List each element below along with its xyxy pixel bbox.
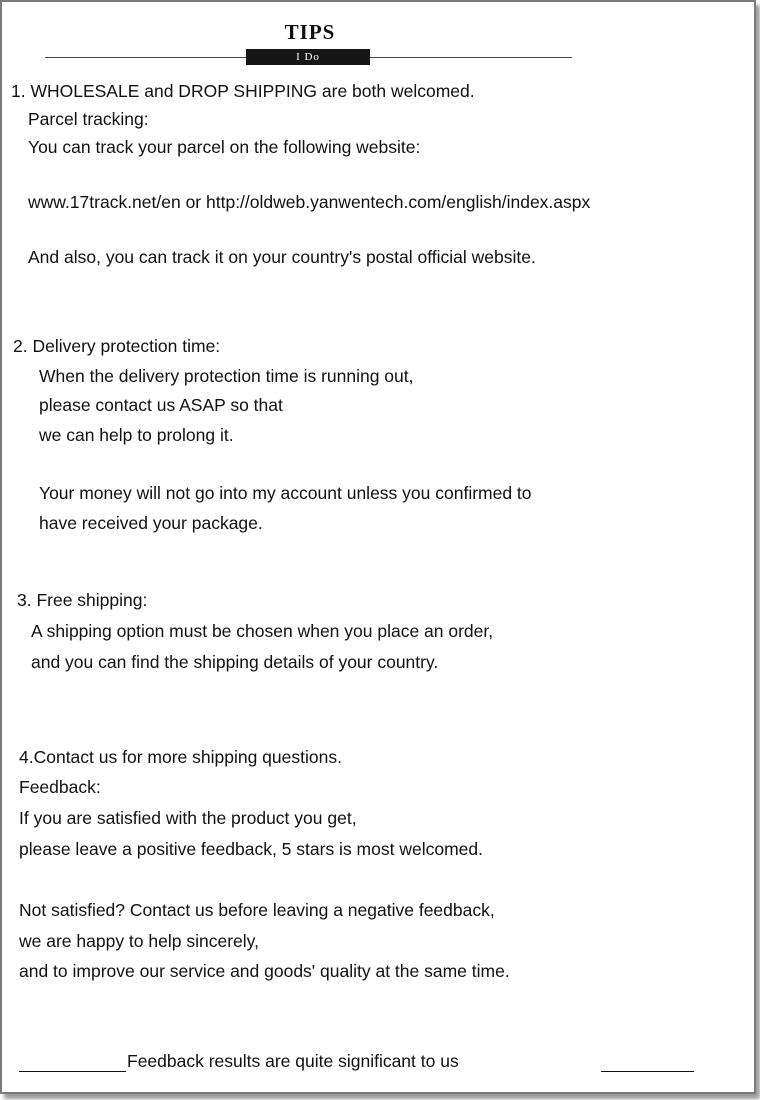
section-3-heading: 3. Free shipping:: [17, 590, 148, 610]
footer-note: Feedback results are quite significant to us: [127, 1051, 459, 1071]
section-4-line: Not satisfied? Contact us before leaving a negative feedback,: [19, 900, 495, 920]
section-3-line: A shipping option must be chosen when you place an order,: [31, 621, 494, 641]
section-4-line: please leave a positive feedback, 5 stars is most welcomed.: [19, 839, 483, 859]
section-1-line: And also, you can track it on your country's postal official website.: [28, 247, 536, 267]
section-1-heading: 1. WHOLESALE and DROP SHIPPING are both welcomed.: [11, 81, 475, 101]
section-2-line: have received your package.: [39, 513, 263, 533]
page-title: TIPS: [284, 20, 336, 44]
section-2-line: we can help to prolong it.: [39, 425, 234, 445]
section-4-line: we are happy to help sincerely,: [19, 931, 259, 951]
footer-blank-right: [601, 1071, 694, 1072]
tracking-websites: www.17track.net/en or http://oldweb.yanwentech.com/english/index.aspx: [28, 192, 591, 212]
section-4-heading: 4.Contact us for more shipping questions.: [19, 747, 342, 767]
section-2-line: Your money will not go into my account unless you confirmed to: [39, 483, 532, 503]
section-1-line: Parcel tracking:: [28, 109, 149, 129]
section-2-line: When the delivery protection time is running out,: [39, 366, 414, 386]
footer-blank-left: [19, 1071, 126, 1072]
title-badge: I Do: [246, 49, 370, 65]
section-4-line: If you are satisfied with the product you get,: [19, 808, 357, 828]
section-1-line: You can track your parcel on the following website:: [28, 137, 421, 157]
section-2-heading: 2. Delivery protection time:: [13, 336, 221, 356]
section-4-line: and to improve our service and goods' quality at the same time.: [19, 961, 510, 981]
section-2-line: please contact us ASAP so that: [39, 395, 283, 415]
section-3-line: and you can find the shipping details of your country.: [31, 652, 439, 672]
section-4-line: Feedback:: [19, 777, 101, 797]
